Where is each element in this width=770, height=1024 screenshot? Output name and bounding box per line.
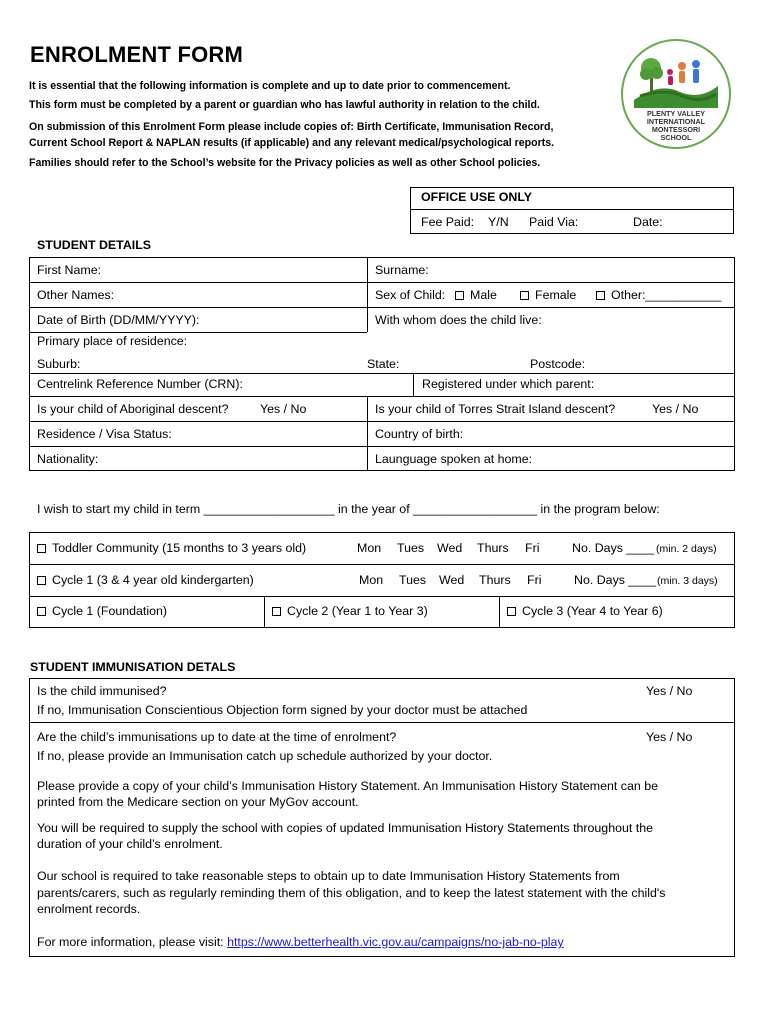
- cycle2-label: Cycle 2 (Year 1 to Year 3): [287, 604, 428, 618]
- foundation-checkbox[interactable]: [37, 607, 46, 616]
- immunisation-heading: STUDENT IMMUNISATION DETALS: [30, 660, 236, 674]
- male-checkbox[interactable]: [455, 291, 464, 300]
- copy-paragraph-line1: Please provide a copy of your child’s Immunisation History Statement. An Immunisation History Statement can be: [37, 779, 658, 793]
- other-checkbox[interactable]: [596, 291, 605, 300]
- toddler-day-fri[interactable]: Fri: [525, 541, 540, 555]
- postcode-label[interactable]: Postcode:: [530, 357, 586, 371]
- intro-line-5: Families should refer to the School’s website for the Privacy policies as well as other School policies.: [29, 157, 541, 169]
- intro-line-1: It is essential that the following information is complete and up to date prior to commencement.: [29, 80, 511, 92]
- cycle1-option[interactable]: [37, 573, 254, 588]
- cycle1-day-wed[interactable]: Wed: [439, 573, 465, 587]
- cycle3-label: Cycle 3 (Year 4 to Year 6): [522, 604, 663, 618]
- with-whom-label[interactable]: With whom does the child live:: [375, 313, 542, 327]
- registered-parent-label[interactable]: Registered under which parent:: [422, 377, 595, 391]
- toddler-checkbox[interactable]: [37, 544, 46, 553]
- toddler-option[interactable]: [37, 541, 306, 556]
- school-logo: [620, 38, 732, 150]
- sex-of-child-label: Sex of Child:: [375, 288, 446, 302]
- school-paragraph-line1: Our school is required to take reasonable steps to obtain up to date Immunisation History Statements from: [37, 869, 620, 883]
- student-details-heading: STUDENT DETAILS: [37, 238, 152, 252]
- torres-question: Is your child of Torres Strait Island descent?: [375, 402, 616, 416]
- surname-label[interactable]: Surname:: [375, 263, 429, 277]
- logo-text-1: PLENTY VALLEY: [646, 109, 706, 118]
- intro-line-3: On submission of this Enrolment Form please include copies of: Birth Certificate, Immunisation Record,: [29, 121, 554, 133]
- other-names-label[interactable]: Other Names:: [37, 288, 115, 302]
- copy-paragraph-line2: printed from the Medicare section on your MyGov account.: [37, 795, 359, 809]
- school-paragraph-line3: enrolment records.: [37, 902, 141, 916]
- immunised-note: If no, Immunisation Conscientious Objection form signed by your doctor must be attached: [37, 703, 528, 717]
- aboriginal-yes-no[interactable]: Yes / No: [260, 402, 307, 416]
- suburb-label[interactable]: Suburb:: [37, 357, 81, 371]
- other-sex-option[interactable]: [596, 288, 721, 303]
- fee-paid-label: Fee Paid:: [421, 215, 475, 229]
- up-to-date-question: Are the child’s immunisations up to date at the time of enrolment?: [37, 730, 397, 744]
- other-label: Other:___________: [611, 288, 722, 302]
- up-to-date-note: If no, please provide an Immunisation catch up schedule authorized by your doctor.: [37, 749, 493, 763]
- up-to-date-yes-no[interactable]: Yes / No: [646, 730, 693, 744]
- aboriginal-question: Is your child of Aboriginal descent?: [37, 402, 229, 416]
- cycle1-day-thurs[interactable]: Thurs: [479, 573, 511, 587]
- toddler-min-days: (min. 2 days): [656, 543, 717, 555]
- intro-line-2: This form must be completed by a parent or guardian who has lawful authority in relation to the child.: [29, 99, 540, 111]
- toddler-day-wed[interactable]: Wed: [437, 541, 463, 555]
- cycle1-day-tues[interactable]: Tues: [399, 573, 427, 587]
- cycle3-option[interactable]: [507, 604, 663, 619]
- betterhealth-link[interactable]: https://www.betterhealth.vic.gov.au/campaigns/no-jab-no-play: [227, 935, 564, 949]
- cycle1-day-fri[interactable]: Fri: [527, 573, 542, 587]
- office-use-heading: OFFICE USE ONLY: [421, 190, 533, 204]
- cycle2-checkbox[interactable]: [272, 607, 281, 616]
- supply-paragraph-line2: duration of your child’s enrolment.: [37, 837, 223, 851]
- torres-yes-no[interactable]: Yes / No: [652, 402, 699, 416]
- toddler-label: Toddler Community (15 months to 3 years old): [52, 541, 307, 555]
- female-option[interactable]: [520, 288, 576, 303]
- logo-text-2: INTERNATIONAL: [646, 117, 706, 126]
- foundation-option[interactable]: [37, 604, 167, 619]
- female-checkbox[interactable]: [520, 291, 529, 300]
- female-label: Female: [535, 288, 577, 302]
- toddler-day-tues[interactable]: Tues: [397, 541, 425, 555]
- first-name-label[interactable]: First Name:: [37, 263, 102, 277]
- school-paragraph-line2: parents/carers, such as regularly reminding them of this obligation, and to keep the latest statement with the child's: [37, 886, 666, 900]
- more-info-label: For more information, please visit:: [37, 935, 224, 949]
- nationality-label[interactable]: Nationality:: [37, 452, 99, 466]
- language-label[interactable]: Launguage spoken at home:: [375, 452, 533, 466]
- toddler-day-thurs[interactable]: Thurs: [477, 541, 509, 555]
- fee-paid-yn: Y/N: [488, 215, 509, 229]
- dob-label[interactable]: Date of Birth (DD/MM/YYYY):: [37, 313, 200, 327]
- term-line[interactable]: I wish to start my child in term ___________________ in the year of __________________ in the program below:: [37, 502, 660, 516]
- toddler-day-mon[interactable]: Mon: [357, 541, 382, 555]
- cycle1-min-days: (min. 3 days): [657, 575, 718, 587]
- page-title: ENROLMENT FORM: [30, 42, 244, 67]
- state-label[interactable]: State:: [367, 357, 400, 371]
- cycle1-checkbox[interactable]: [37, 576, 46, 585]
- logo-text-3: MONTESSORI: [651, 125, 701, 134]
- country-birth-label[interactable]: Country of birth:: [375, 427, 464, 441]
- immunised-question: Is the child immunised?: [37, 684, 167, 698]
- toddler-num-days[interactable]: No. Days ____: [572, 541, 654, 555]
- foundation-label: Cycle 1 (Foundation): [52, 604, 168, 618]
- supply-paragraph-line1: You will be required to supply the school with copies of updated Immunisation History Statements throughout the: [37, 821, 653, 835]
- intro-line-4: Current School Report & NAPLAN results (if applicable) and any relevant medical/psychological reports.: [29, 137, 555, 149]
- cycle3-checkbox[interactable]: [507, 607, 516, 616]
- crn-label[interactable]: Centrelink Reference Number (CRN):: [37, 377, 243, 391]
- paid-via-label: Paid Via:: [529, 215, 579, 229]
- cycle1-day-mon[interactable]: Mon: [359, 573, 384, 587]
- immunised-yes-no[interactable]: Yes / No: [646, 684, 693, 698]
- residence-visa-label[interactable]: Residence / Visa Status:: [37, 427, 172, 441]
- office-date-label: Date:: [633, 215, 663, 229]
- male-label: Male: [470, 288, 497, 302]
- cycle2-option[interactable]: [272, 604, 428, 619]
- more-info-line: [37, 935, 564, 950]
- male-option[interactable]: [455, 288, 497, 303]
- cycle1-num-days[interactable]: No. Days ____: [574, 573, 656, 587]
- logo-text-4: SCHOOL: [660, 133, 692, 142]
- cycle1-label: Cycle 1 (3 & 4 year old kindergarten): [52, 573, 254, 587]
- primary-residence-label[interactable]: Primary place of residence:: [37, 334, 188, 348]
